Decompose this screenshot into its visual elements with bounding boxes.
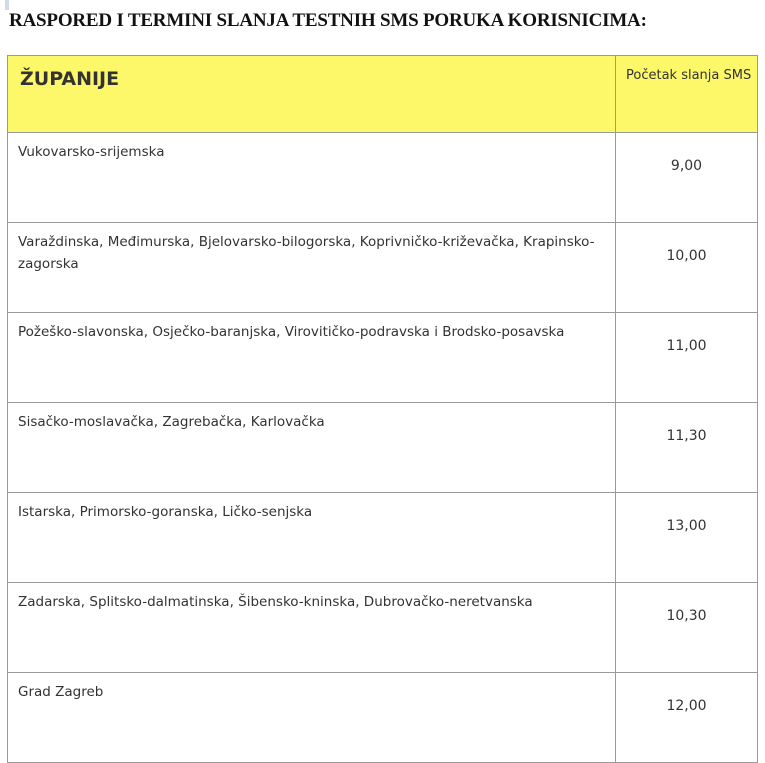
table-row [8, 673, 758, 763]
table-row [8, 493, 758, 583]
table-row [8, 403, 758, 493]
table-row [8, 223, 758, 313]
time-cell: 12,00 [616, 673, 758, 763]
table-row [8, 133, 758, 223]
county-cell: Zadarska, Splitsko-dalmatinska, Šibensko-kninska, Dubrovačko-neretvanska [8, 583, 616, 673]
time-cell: 10,30 [616, 583, 758, 673]
left-accent-bar [5, 0, 9, 10]
county-cell: Vukovarsko-srijemska [8, 133, 616, 223]
county-cell: Sisačko-moslavačka, Zagrebačka, Karlovačka [8, 403, 616, 493]
county-cell: Grad Zagreb [8, 673, 616, 763]
county-cell: Požeško-slavonska, Osječko-baranjska, Virovitičko-podravska i Brodsko-posavska [8, 313, 616, 403]
time-cell: 11,30 [616, 403, 758, 493]
header-time: Početak slanja SMS [616, 56, 758, 133]
time-cell: 11,00 [616, 313, 758, 403]
county-cell: Varaždinska, Međimurska, Bjelovarsko-bilogorska, Koprivničko-križevačka, Krapinsko-zagorska [8, 223, 616, 313]
time-cell: 13,00 [616, 493, 758, 583]
page-title: RASPORED I TERMINI SLANJA TESTNIH SMS PORUKA KORISNICIMA: [9, 10, 647, 31]
table-header-row [8, 56, 758, 133]
header-county: ŽUPANIJE [8, 56, 616, 133]
schedule-table [7, 55, 758, 763]
time-cell: 10,00 [616, 223, 758, 313]
table-row [8, 583, 758, 673]
table-row [8, 313, 758, 403]
time-cell: 9,00 [616, 133, 758, 223]
county-cell: Istarska, Primorsko-goranska, Ličko-senjska [8, 493, 616, 583]
